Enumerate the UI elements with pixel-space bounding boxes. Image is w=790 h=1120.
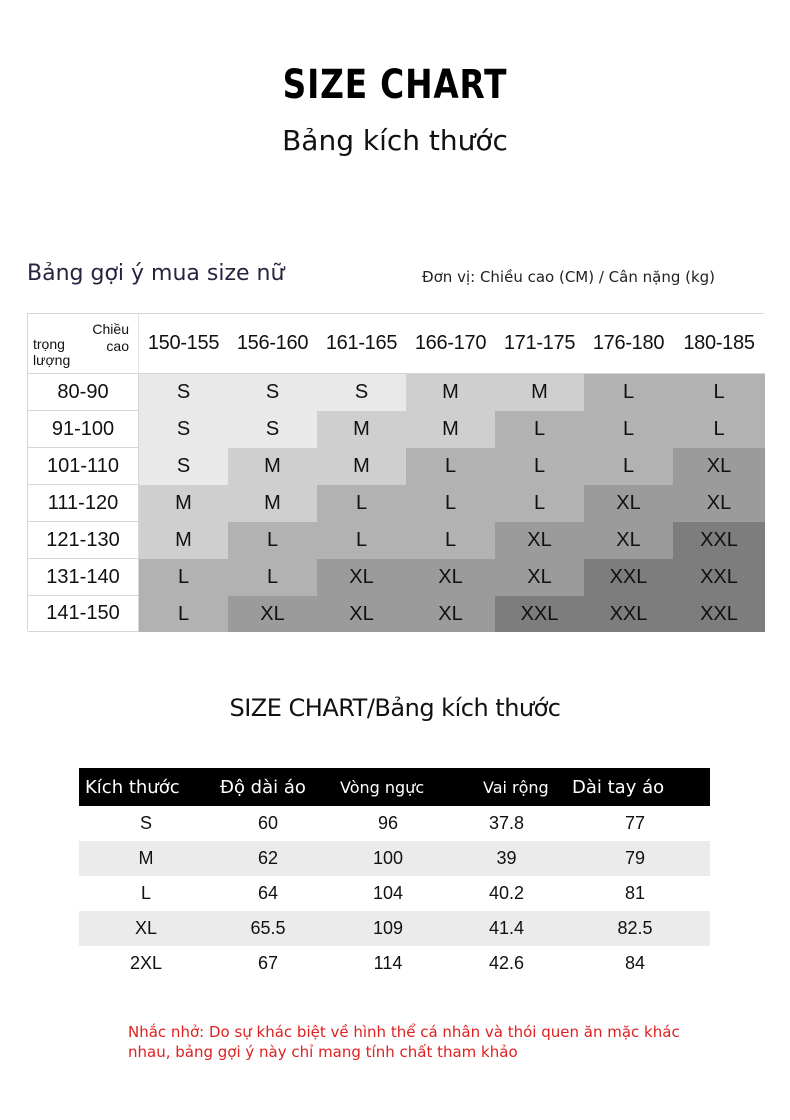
size-cell: XL: [317, 559, 406, 596]
measurement-cell: 42.6: [488, 953, 525, 973]
size-cell: S: [317, 374, 406, 411]
measurement-cell: 82.5: [617, 918, 653, 938]
measurement-cell: 62: [257, 848, 279, 868]
size-cell: L: [317, 485, 406, 522]
size-cell: S: [139, 374, 228, 411]
measurement-cell: 114: [373, 953, 403, 973]
size-cell: L: [406, 522, 495, 559]
measurement-cell: 84: [624, 953, 646, 973]
table-corner-header: [28, 314, 139, 374]
measurement-cell: M: [138, 848, 154, 868]
size-cell: M: [228, 485, 317, 522]
disclaimer-note: Nhắc nhở: Do sự khác biệt về hình thể cá nhân và thói quen ăn mặc khác nhau, bảng gợi ý này chỉ mang tính chất tham khảo: [128, 1023, 680, 1061]
suggestion-table-title: Bảng gợi ý mua size nữ: [27, 261, 285, 286]
size-cell: L: [228, 522, 317, 559]
size-cell: XL: [673, 485, 765, 522]
measurement-cell: 37.8: [488, 813, 525, 833]
measurement-header-cell: Vòng ngực: [340, 777, 425, 797]
size-cell: L: [495, 448, 584, 485]
size-cell: M: [139, 522, 228, 559]
measurement-cell: 2XL: [129, 953, 163, 973]
weight-header-cell: 80-90: [28, 374, 139, 411]
height-header-cell: 171-175: [495, 314, 584, 374]
size-cell: L: [139, 559, 228, 596]
table-row: [79, 876, 710, 911]
size-cell: XL: [673, 448, 765, 485]
measurement-cell: S: [139, 813, 152, 833]
weight-header-cell: 111-120: [28, 485, 139, 522]
weight-header-cell: 101-110: [28, 448, 139, 485]
weight-header-cell: 131-140: [28, 559, 139, 596]
measurement-cell: 79: [624, 848, 646, 868]
measurement-table-header: [79, 768, 710, 806]
corner-weight-label: trọng lượng: [33, 336, 71, 368]
table-row: [79, 806, 710, 841]
measurement-cell: 41.4: [488, 918, 525, 938]
size-cell: XL: [495, 559, 584, 596]
size-cell: M: [317, 448, 406, 485]
size-cell: XXL: [673, 596, 765, 632]
measurement-header-cell: Vai rộng: [483, 777, 549, 797]
height-header-cell: 180-185: [673, 314, 765, 374]
size-cell: L: [495, 411, 584, 448]
size-cell: XXL: [584, 559, 673, 596]
size-cell: XL: [317, 596, 406, 632]
size-cell: L: [406, 448, 495, 485]
table-row: [79, 911, 710, 946]
size-cell: S: [139, 448, 228, 485]
size-cell: L: [495, 485, 584, 522]
size-cell: M: [406, 374, 495, 411]
measurement-table-title: SIZE CHART/Bảng kích thước: [229, 694, 561, 722]
size-cell: XL: [406, 559, 495, 596]
size-cell: M: [495, 374, 584, 411]
size-cell: XXL: [673, 559, 765, 596]
size-cell: L: [584, 411, 673, 448]
measurement-cell: 60: [257, 813, 279, 833]
weight-header-cell: 121-130: [28, 522, 139, 559]
size-suggestion-table: [27, 313, 764, 631]
page-title: SIZE CHART: [282, 62, 508, 108]
corner-height-label: Chiều cao: [92, 321, 129, 354]
size-cell: L: [317, 522, 406, 559]
measurement-cell: 96: [377, 813, 399, 833]
measurement-header-cell: Dài tay áo: [572, 776, 665, 798]
height-header-cell: 166-170: [406, 314, 495, 374]
measurement-cell: 109: [372, 918, 404, 938]
size-cell: XL: [495, 522, 584, 559]
size-cell: XXL: [584, 596, 673, 632]
size-cell: L: [673, 411, 765, 448]
measurement-cell: 39: [496, 848, 517, 868]
height-header-cell: 176-180: [584, 314, 673, 374]
size-cell: S: [228, 411, 317, 448]
height-header-cell: 150-155: [139, 314, 228, 374]
size-cell: M: [228, 448, 317, 485]
size-cell: M: [317, 411, 406, 448]
size-cell: XL: [584, 485, 673, 522]
height-header-cell: 161-165: [317, 314, 406, 374]
measurement-header-cell: Độ dài áo: [220, 776, 306, 798]
size-cell: L: [673, 374, 765, 411]
measurement-cell: L: [140, 883, 151, 903]
measurement-cell: 65.5: [250, 918, 286, 938]
measurement-cell: XL: [134, 918, 158, 938]
size-cell: M: [406, 411, 495, 448]
size-cell: XL: [584, 522, 673, 559]
size-cell: XL: [228, 596, 317, 632]
measurement-table: [79, 768, 710, 981]
weight-header-cell: 141-150: [28, 596, 139, 632]
size-cell: M: [139, 485, 228, 522]
measurement-cell: 77: [624, 813, 646, 833]
height-header-cell: 156-160: [228, 314, 317, 374]
size-cell: XL: [406, 596, 495, 632]
size-cell: L: [228, 559, 317, 596]
size-cell: XXL: [673, 522, 765, 559]
table-row: [79, 946, 710, 981]
size-cell: L: [584, 374, 673, 411]
measurement-cell: 67: [257, 953, 279, 973]
size-cell: L: [139, 596, 228, 632]
measurement-cell: 100: [372, 848, 404, 868]
unit-note: Đơn vị: Chiều cao (CM) / Cân nặng (kg): [422, 268, 716, 286]
size-cell: L: [584, 448, 673, 485]
size-cell: S: [228, 374, 317, 411]
measurement-cell: 81: [624, 883, 646, 903]
table-row: [79, 841, 710, 876]
measurement-header-cell: Kích thước: [85, 776, 180, 798]
size-cell: L: [406, 485, 495, 522]
size-cell: XXL: [495, 596, 584, 632]
measurement-cell: 40.2: [488, 883, 525, 903]
size-cell: S: [139, 411, 228, 448]
measurement-cell: 104: [372, 883, 404, 903]
weight-header-cell: 91-100: [28, 411, 139, 448]
measurement-cell: 64: [257, 883, 279, 903]
page-subtitle: Bảng kích thước: [282, 124, 508, 157]
